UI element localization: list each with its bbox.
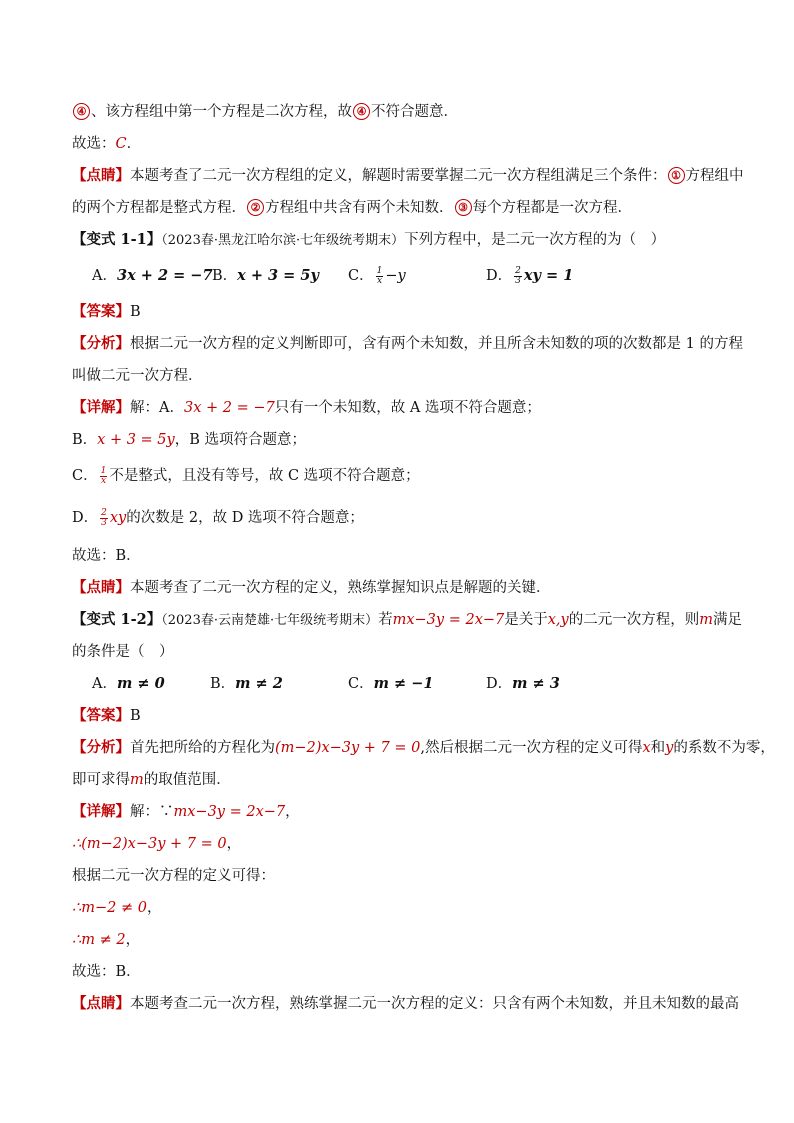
v2-detail-3: 根据二元一次方程的定义可得：: [72, 868, 275, 884]
circle-2-icon: ②: [247, 199, 264, 216]
v1-option-d: D． $\frac{2}{3}$ xy = 1: [486, 265, 574, 286]
v1-detail-b: B．x + 3 = 5y，B 选项符合题意；: [72, 432, 306, 448]
answer-c: C: [115, 136, 127, 152]
circle-4-icon: ④: [353, 103, 370, 120]
comment-line-2: 的两个方程都是整式方程． ② 方程组中共含有两个未知数． ③ 每个方程都是一次方程．: [72, 200, 632, 216]
circle-4-icon: ④: [73, 103, 90, 120]
v2-analysis: 【分析】首先把所给的方程化为(m−2)x−3y + 7 = 0,然后根据二元一次方程的定义可得x和y的系数不为零，: [72, 739, 775, 756]
comment-line: 【点睛】本题考查了二元一次方程组的定义，解题时需要掌握二元一次方程组满足三个条件： ① 方程组中: [72, 167, 744, 184]
v1-choose: 故选：B．: [72, 548, 141, 564]
circle-1-icon: ①: [668, 167, 685, 184]
v1-analysis: 【分析】根据二元一次方程的定义判断即可，含有两个未知数，并且所含未知数的项的次数都是 1 的方程: [72, 335, 743, 352]
variant-1-1-question: 【变式 1-1】（2023春·黑龙江哈尔滨·七年级统考期末）下列方程中，是二元一次方程的为（ ）: [72, 231, 666, 248]
variant-1-1-tag: 【变式 1-1】: [72, 231, 162, 248]
v1-detail-c: C． $\frac{1}{x}$ 不是整式，且没有等号，故 C 选项不符合题意；: [72, 465, 420, 486]
v2-option-b: B．m ≠ 2: [210, 675, 283, 692]
v1-analysis-2: 叫做二元一次方程．: [72, 368, 203, 384]
v1-answer: 【答案】B: [72, 303, 141, 320]
v1-option-b: B．x + 3 = 5y: [212, 267, 319, 284]
v1-option-a: A．3x + 2 = −7: [92, 267, 213, 284]
v2-analysis-2: 即可求得m的取值范围．: [72, 772, 231, 788]
v2-option-d: D．m ≠ 3: [486, 675, 560, 692]
solution-line-4: ④ 、该方程组中第一个方程是二次方程，故 ④ 不符合题意．: [72, 102, 458, 122]
v2-detail-4: ∴m−2 ≠ 0，: [72, 900, 162, 916]
v2-detail-5: ∴m ≠ 2，: [72, 932, 141, 948]
v2-choose: 故选：B．: [72, 964, 141, 980]
v2-option-a: A．m ≠ 0: [92, 675, 165, 692]
v2-detail-2: ∴(m−2)x−3y + 7 = 0，: [72, 836, 242, 852]
v2-option-c: C．m ≠ −1: [348, 675, 434, 692]
v1-comment: 【点睛】本题考查了二元一次方程的定义，熟练掌握知识点是解题的关键．: [72, 579, 551, 596]
v1-option-c: C． $\frac{1}{x}$ −y: [348, 265, 406, 286]
variant-1-2-question-2: 的条件是（ ）: [72, 644, 174, 660]
v2-comment: 【点睛】本题考查二元一次方程，熟练掌握二元一次方程的定义：只含有两个未知数，并且未知数的最高: [72, 995, 739, 1012]
variant-1-2-question: 【变式 1-2】（2023春·云南楚雄·七年级统考期末）若mx−3y = 2x−7是关于x,y的二元一次方程，则m满足: [72, 611, 742, 628]
variant-1-2-tag: 【变式 1-2】: [72, 611, 162, 628]
choose-line: 故选：C．: [72, 136, 142, 152]
comment-tag: 【点睛】: [72, 167, 130, 184]
v2-detail-1: 【详解】解：∵mx−3y = 2x−7，: [72, 803, 300, 820]
v2-answer: 【答案】B: [72, 707, 141, 724]
v1-detail-d: D． $\frac{2}{3}$ xy的次数是 2，故 D 选项不符合题意；: [72, 507, 364, 528]
circle-3-icon: ③: [455, 199, 472, 216]
v1-detail-a: 【详解】解：A．3x + 2 = −7只有一个未知数，故 A 选项不符合题意；: [72, 399, 541, 416]
